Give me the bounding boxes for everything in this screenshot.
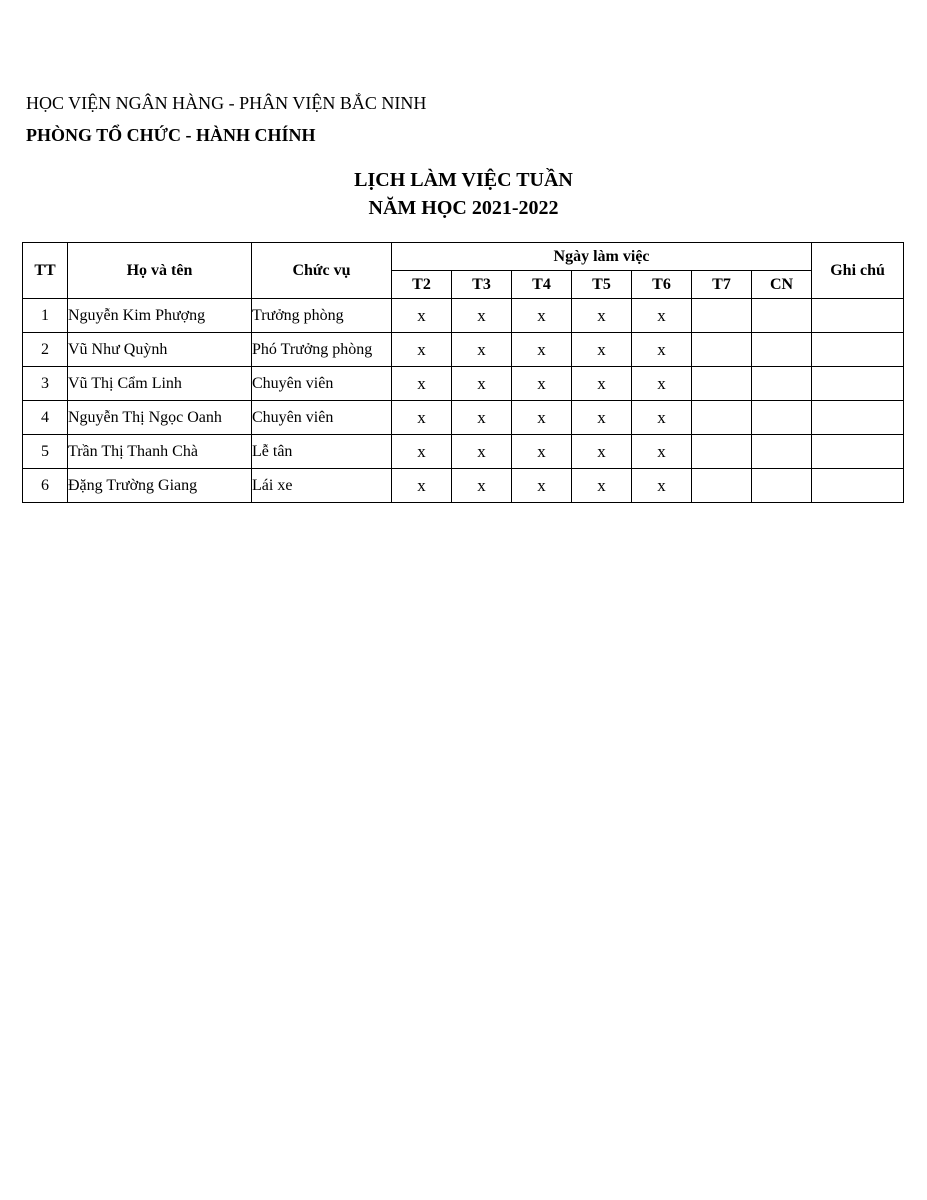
employee-name: Đặng Trường Giang xyxy=(68,469,252,503)
document-title: LỊCH LÀM VIỆC TUẦN xyxy=(354,169,573,191)
table-row xyxy=(23,435,904,469)
header-day-t4: T4 xyxy=(512,271,572,299)
header-tt: TT xyxy=(23,243,68,299)
day-cell-t2: x xyxy=(392,435,452,469)
table-header-row xyxy=(23,243,904,271)
day-cell-t2: x xyxy=(392,333,452,367)
employee-role: Phó Trưởng phòng xyxy=(252,333,392,367)
day-cell-t6: x xyxy=(632,367,692,401)
table-row xyxy=(23,367,904,401)
employee-name: Nguyễn Thị Ngọc Oanh xyxy=(68,401,252,435)
day-cell-t7 xyxy=(692,333,752,367)
day-cell-t2: x xyxy=(392,401,452,435)
header-note: Ghi chú xyxy=(812,243,904,299)
table-body xyxy=(23,299,904,503)
day-cell-t6: x xyxy=(632,299,692,333)
header-day-cn: CN xyxy=(752,271,812,299)
day-cell-t6: x xyxy=(632,333,692,367)
row-number: 4 xyxy=(23,401,68,435)
note-cell xyxy=(812,299,904,333)
day-cell-t2: x xyxy=(392,367,452,401)
day-cell-t4: x xyxy=(512,367,572,401)
day-cell-t5: x xyxy=(572,435,632,469)
table-row xyxy=(23,299,904,333)
day-cell-t5: x xyxy=(572,333,632,367)
weekly-schedule-table xyxy=(22,242,904,503)
day-cell-t5: x xyxy=(572,469,632,503)
institution-name: HỌC VIỆN NGÂN HÀNG - PHÂN VIỆN BẮC NINH xyxy=(26,93,427,113)
day-cell-cn xyxy=(752,401,812,435)
day-cell-t7 xyxy=(692,401,752,435)
day-cell-t6: x xyxy=(632,469,692,503)
note-cell xyxy=(812,367,904,401)
day-cell-t5: x xyxy=(572,367,632,401)
day-cell-t5: x xyxy=(572,299,632,333)
day-cell-t4: x xyxy=(512,469,572,503)
day-cell-t3: x xyxy=(452,401,512,435)
employee-role: Chuyên viên xyxy=(252,401,392,435)
day-cell-cn xyxy=(752,435,812,469)
employee-name: Vũ Như Quỳnh xyxy=(68,333,252,367)
row-number: 2 xyxy=(23,333,68,367)
day-cell-t4: x xyxy=(512,435,572,469)
employee-role: Chuyên viên xyxy=(252,367,392,401)
day-cell-cn xyxy=(752,333,812,367)
employee-name: Nguyễn Kim Phượng xyxy=(68,299,252,333)
day-cell-t2: x xyxy=(392,299,452,333)
header-name: Họ và tên xyxy=(68,243,252,299)
day-cell-t2: x xyxy=(392,469,452,503)
day-cell-t4: x xyxy=(512,333,572,367)
day-cell-cn xyxy=(752,299,812,333)
day-cell-t3: x xyxy=(452,469,512,503)
header-day-t2: T2 xyxy=(392,271,452,299)
day-cell-t7 xyxy=(692,367,752,401)
note-cell xyxy=(812,435,904,469)
day-cell-t6: x xyxy=(632,401,692,435)
employee-role: Trưởng phòng xyxy=(252,299,392,333)
header-day-t5: T5 xyxy=(572,271,632,299)
note-cell xyxy=(812,469,904,503)
header-day-t3: T3 xyxy=(452,271,512,299)
row-number: 5 xyxy=(23,435,68,469)
employee-name: Vũ Thị Cẩm Linh xyxy=(68,367,252,401)
day-cell-t3: x xyxy=(452,333,512,367)
employee-role: Lái xe xyxy=(252,469,392,503)
day-cell-t3: x xyxy=(452,435,512,469)
row-number: 1 xyxy=(23,299,68,333)
day-cell-cn xyxy=(752,367,812,401)
header-day-t7: T7 xyxy=(692,271,752,299)
department-name: PHÒNG TỔ CHỨC - HÀNH CHÍNH xyxy=(26,125,316,145)
header-day-t6: T6 xyxy=(632,271,692,299)
day-cell-t3: x xyxy=(452,367,512,401)
day-cell-t7 xyxy=(692,435,752,469)
employee-role: Lễ tân xyxy=(252,435,392,469)
employee-name: Trần Thị Thanh Chà xyxy=(68,435,252,469)
day-cell-t4: x xyxy=(512,299,572,333)
row-number: 3 xyxy=(23,367,68,401)
note-cell xyxy=(812,401,904,435)
row-number: 6 xyxy=(23,469,68,503)
table-row xyxy=(23,469,904,503)
table-row xyxy=(23,401,904,435)
table-row xyxy=(23,333,904,367)
header-workdays: Ngày làm việc xyxy=(392,243,812,271)
header-role: Chức vụ xyxy=(252,243,392,299)
day-cell-t7 xyxy=(692,469,752,503)
note-cell xyxy=(812,333,904,367)
day-cell-t7 xyxy=(692,299,752,333)
day-cell-t3: x xyxy=(452,299,512,333)
day-cell-cn xyxy=(752,469,812,503)
document-subtitle: NĂM HỌC 2021-2022 xyxy=(368,197,559,219)
day-cell-t5: x xyxy=(572,401,632,435)
day-cell-t6: x xyxy=(632,435,692,469)
day-cell-t4: x xyxy=(512,401,572,435)
